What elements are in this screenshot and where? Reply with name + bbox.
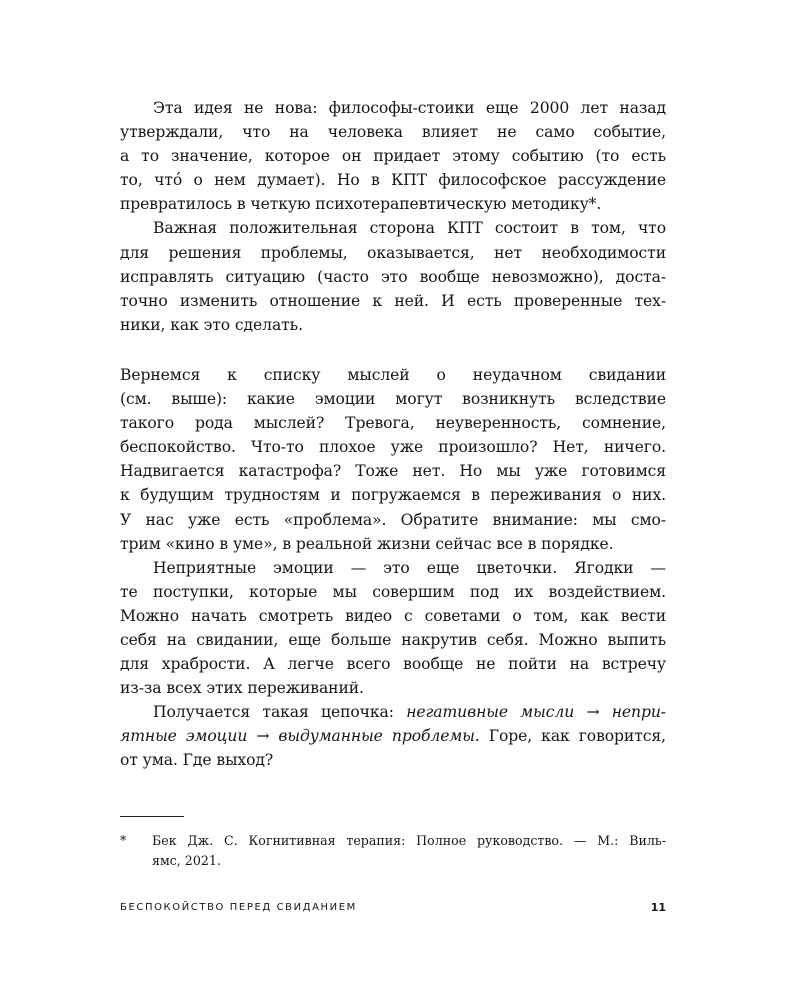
- text-line: беспокойство. Что-то плохое уже произошло? Нет, ничего.: [120, 438, 666, 457]
- text-line: трим «кино в уме», в реальной жизни сейчас все в порядке.: [120, 534, 614, 553]
- text-line: от ума. Где выход?: [120, 751, 274, 770]
- text-line: утверждали, что на человека влияет не само событие,: [120, 123, 666, 142]
- text-line: Эта идея не нова: философы-стоики еще 2000 лет назад: [153, 99, 666, 117]
- running-title: БЕСПОКОЙСТВО ПЕРЕД СВИДАНИЕМ: [120, 902, 357, 913]
- text-line: для решения проблемы, оказывается, нет необходимости: [120, 243, 666, 262]
- text-line: такого рода мыслей? Тревога, неуверенность, сомнение,: [120, 414, 666, 433]
- footnote: [120, 816, 666, 871]
- text-line: а то значение, которое он придает этому событию (то есть: [120, 147, 666, 166]
- text-line: те поступки, которые мы совершим под их воздействием.: [120, 582, 666, 601]
- page-number: 11: [650, 901, 666, 914]
- text-line: исправлять ситуацию (часто это вообще невозможно), доста-: [120, 267, 666, 286]
- text-line: [120, 700, 666, 724]
- footnote-line: ямс, 2021.: [152, 853, 221, 868]
- footnote-mark: *: [120, 833, 127, 848]
- chain-italic: негативные мысли → непри-: [406, 703, 666, 722]
- chain-italic: ятные эмоции → выдуманные проблемы: [120, 727, 475, 746]
- text-line: точно изменить отношение к ней. И есть проверенные тех-: [120, 291, 666, 310]
- text-line: Вернемся к списку мыслей о неудачном свидании: [120, 365, 666, 384]
- paragraph-date-thoughts: [120, 363, 666, 556]
- paragraph-chain: [120, 700, 666, 772]
- text-line: Надвигается катастрофа? Тоже нет. Но мы уже готовимся: [120, 462, 666, 481]
- text-line: Важная положительная сторона КПТ состоит в том, что: [153, 219, 666, 238]
- page-body: [120, 96, 666, 773]
- text-line: то, чтó о нем думает). Но в КПТ философское рассуждение: [120, 171, 666, 190]
- section-gap: [120, 337, 666, 363]
- footnote-row: [120, 831, 666, 871]
- footnote-text: [152, 831, 666, 871]
- text-line: из-за всех этих переживаний.: [120, 679, 364, 698]
- chain-after: . Горе, как говорится,: [474, 727, 666, 746]
- text-line: (см. выше): какие эмоции могут возникнуть вследствие: [120, 390, 666, 409]
- text-line: себя на свидании, еще больше накрутив себя. Можно выпить: [120, 630, 666, 649]
- text-line: Неприятные эмоции — это еще цветочки. Ягодки —: [153, 558, 666, 577]
- paragraph-emotions: [120, 556, 666, 701]
- text-line: Можно начать смотреть видео с советами о том, как вести: [120, 606, 666, 625]
- paragraph-cbt-advantage: [120, 216, 666, 336]
- footnote-rule: [120, 816, 184, 817]
- text-line: превратилось в четкую психотерапевтическую методику*.: [120, 195, 602, 214]
- footnote-line: Бек Дж. С. Когнитивная терапия: Полное руководство. — М.: Виль-: [152, 833, 666, 848]
- running-footer: [120, 901, 666, 914]
- text-line: ники, как это сделать.: [120, 315, 303, 334]
- text-line: [120, 724, 666, 748]
- text-line: для храбрости. А легче всего вообще не пойти на встречу: [120, 655, 666, 674]
- text-line: к будущим трудностям и погружаемся в переживания о них.: [120, 486, 666, 505]
- text-line: У нас уже есть «проблема». Обратите внимание: мы смо-: [120, 510, 666, 529]
- chain-intro: Получается такая цепочка:: [153, 703, 407, 722]
- paragraph-stoics: [120, 96, 666, 216]
